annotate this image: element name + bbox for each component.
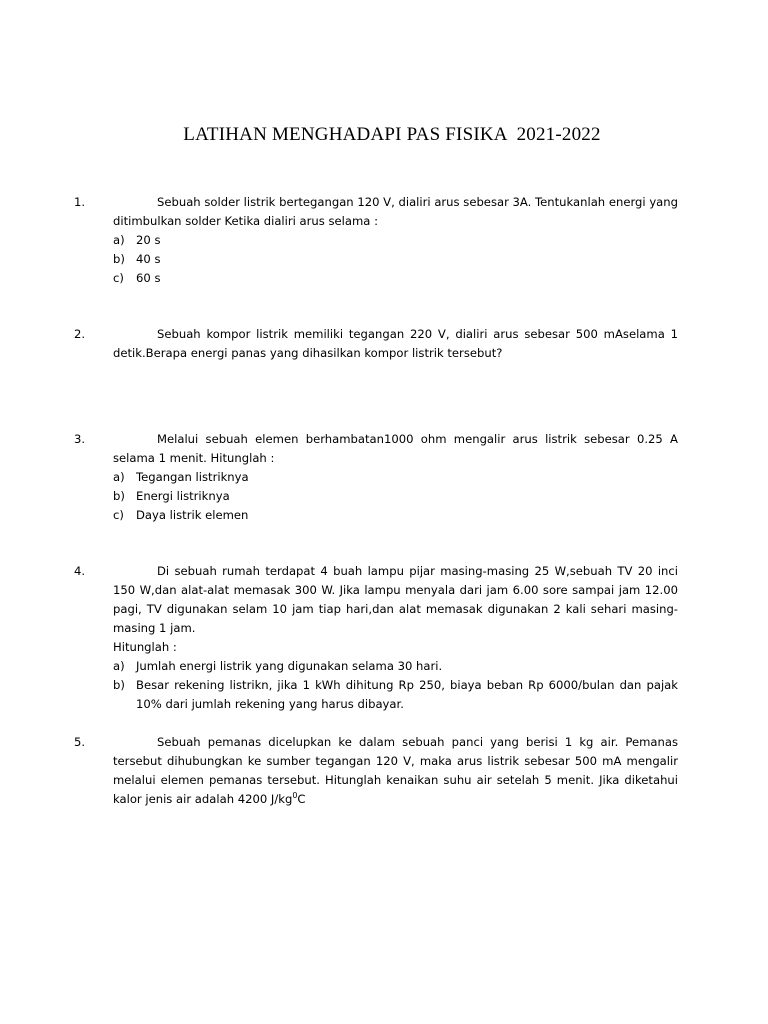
hitunglah-label: Hitunglah :: [113, 640, 177, 654]
option-text: Tegangan listriknya: [136, 470, 249, 484]
question-number: 5.: [74, 735, 86, 749]
question-text: Melalui sebuah elemen berhambatan1000 ohm mengalir arus listrik sebesar 0.25 A selama 1 menit. Hitunglah :: [113, 432, 678, 465]
question-text: Di sebuah rumah terdapat 4 buah lampu pijar masing-masing 25 W,sebuah TV 20 inci 150 W,dan alat-alat memasak 300 W. Jika lampu menyala dari jam 6.00 sore sampai jam 12.00 pagi, TV digunakan selam 10 jam tiap hari,dan alat memasak digunakan 2 kali sehari masing-masing 1 jam.: [113, 564, 678, 635]
page-title: LATIHAN MENGHADAPI PAS FISIKA 2021-2022: [183, 124, 601, 145]
question-number: 3.: [74, 432, 86, 446]
option-text: 60 s: [136, 271, 161, 285]
question-3: [74, 430, 678, 525]
question-1: [74, 193, 678, 288]
question-number: 4.: [74, 564, 86, 578]
unit-superscript: 0: [292, 791, 298, 801]
option-item: [113, 657, 678, 676]
option-item: [113, 231, 678, 250]
option-label: b): [113, 252, 125, 266]
option-label: a): [113, 470, 125, 484]
question-text: Sebuah solder listrik bertegangan 120 V, dialiri arus sebesar 3A. Tentukanlah energi yang ditimbulkan solder Ketika dialiri arus selama :: [113, 195, 678, 228]
question-number: 1.: [74, 195, 86, 209]
question-body: [113, 193, 678, 288]
option-list: [113, 468, 678, 525]
option-label: a): [113, 659, 125, 673]
question-4: [74, 562, 678, 714]
option-text: Jumlah energi listrik yang digunakan selama 30 hari.: [136, 659, 443, 673]
option-text: Energi listriknya: [136, 489, 230, 503]
question-body: [113, 325, 678, 363]
option-item: [113, 676, 678, 714]
question-2: [74, 325, 678, 363]
question-body: [113, 562, 678, 714]
option-item: [113, 468, 678, 487]
unit-tail: C: [297, 792, 306, 806]
option-label: b): [113, 678, 125, 692]
option-label: c): [113, 271, 124, 285]
option-text: 40 s: [136, 252, 161, 266]
question-5: [74, 733, 678, 809]
question-text: Sebuah kompor listrik memiliki tegangan 220 V, dialiri arus sebesar 500 mAselama 1 detik.Berapa energi panas yang dihasilkan kompor listrik tersebut?: [113, 327, 678, 360]
option-list: [113, 231, 678, 288]
option-text: 20 s: [136, 233, 161, 247]
option-item: [113, 506, 678, 525]
option-text: Besar rekening listrikn, jika 1 kWh dihitung Rp 250, biaya beban Rp 6000/bulan dan pajak 10% dari jumlah rekening yang harus dibayar.: [136, 678, 678, 711]
question-body: [113, 733, 678, 809]
option-label: c): [113, 508, 124, 522]
option-label: a): [113, 233, 125, 247]
option-item: [113, 487, 678, 506]
option-item: [113, 250, 678, 269]
option-label: b): [113, 489, 125, 503]
question-body: [113, 430, 678, 525]
option-list: [113, 657, 678, 714]
question-text-main: Sebuah pemanas dicelupkan ke dalam sebuah panci yang berisi 1 kg air. Pemanas tersebut dihubungkan ke sumber tegangan 120 V, maka arus listrik sebesar 500 mA mengalir melalui elemen pemanas tersebut. Hitunglah kenaikan suhu air setelah 5 menit. Jika diketahui kalor jenis air adalah 4200 J/kg: [113, 735, 678, 806]
question-text: [113, 733, 678, 809]
option-item: [113, 269, 678, 288]
option-text: Daya listrik elemen: [136, 508, 249, 522]
question-number: 2.: [74, 327, 86, 341]
